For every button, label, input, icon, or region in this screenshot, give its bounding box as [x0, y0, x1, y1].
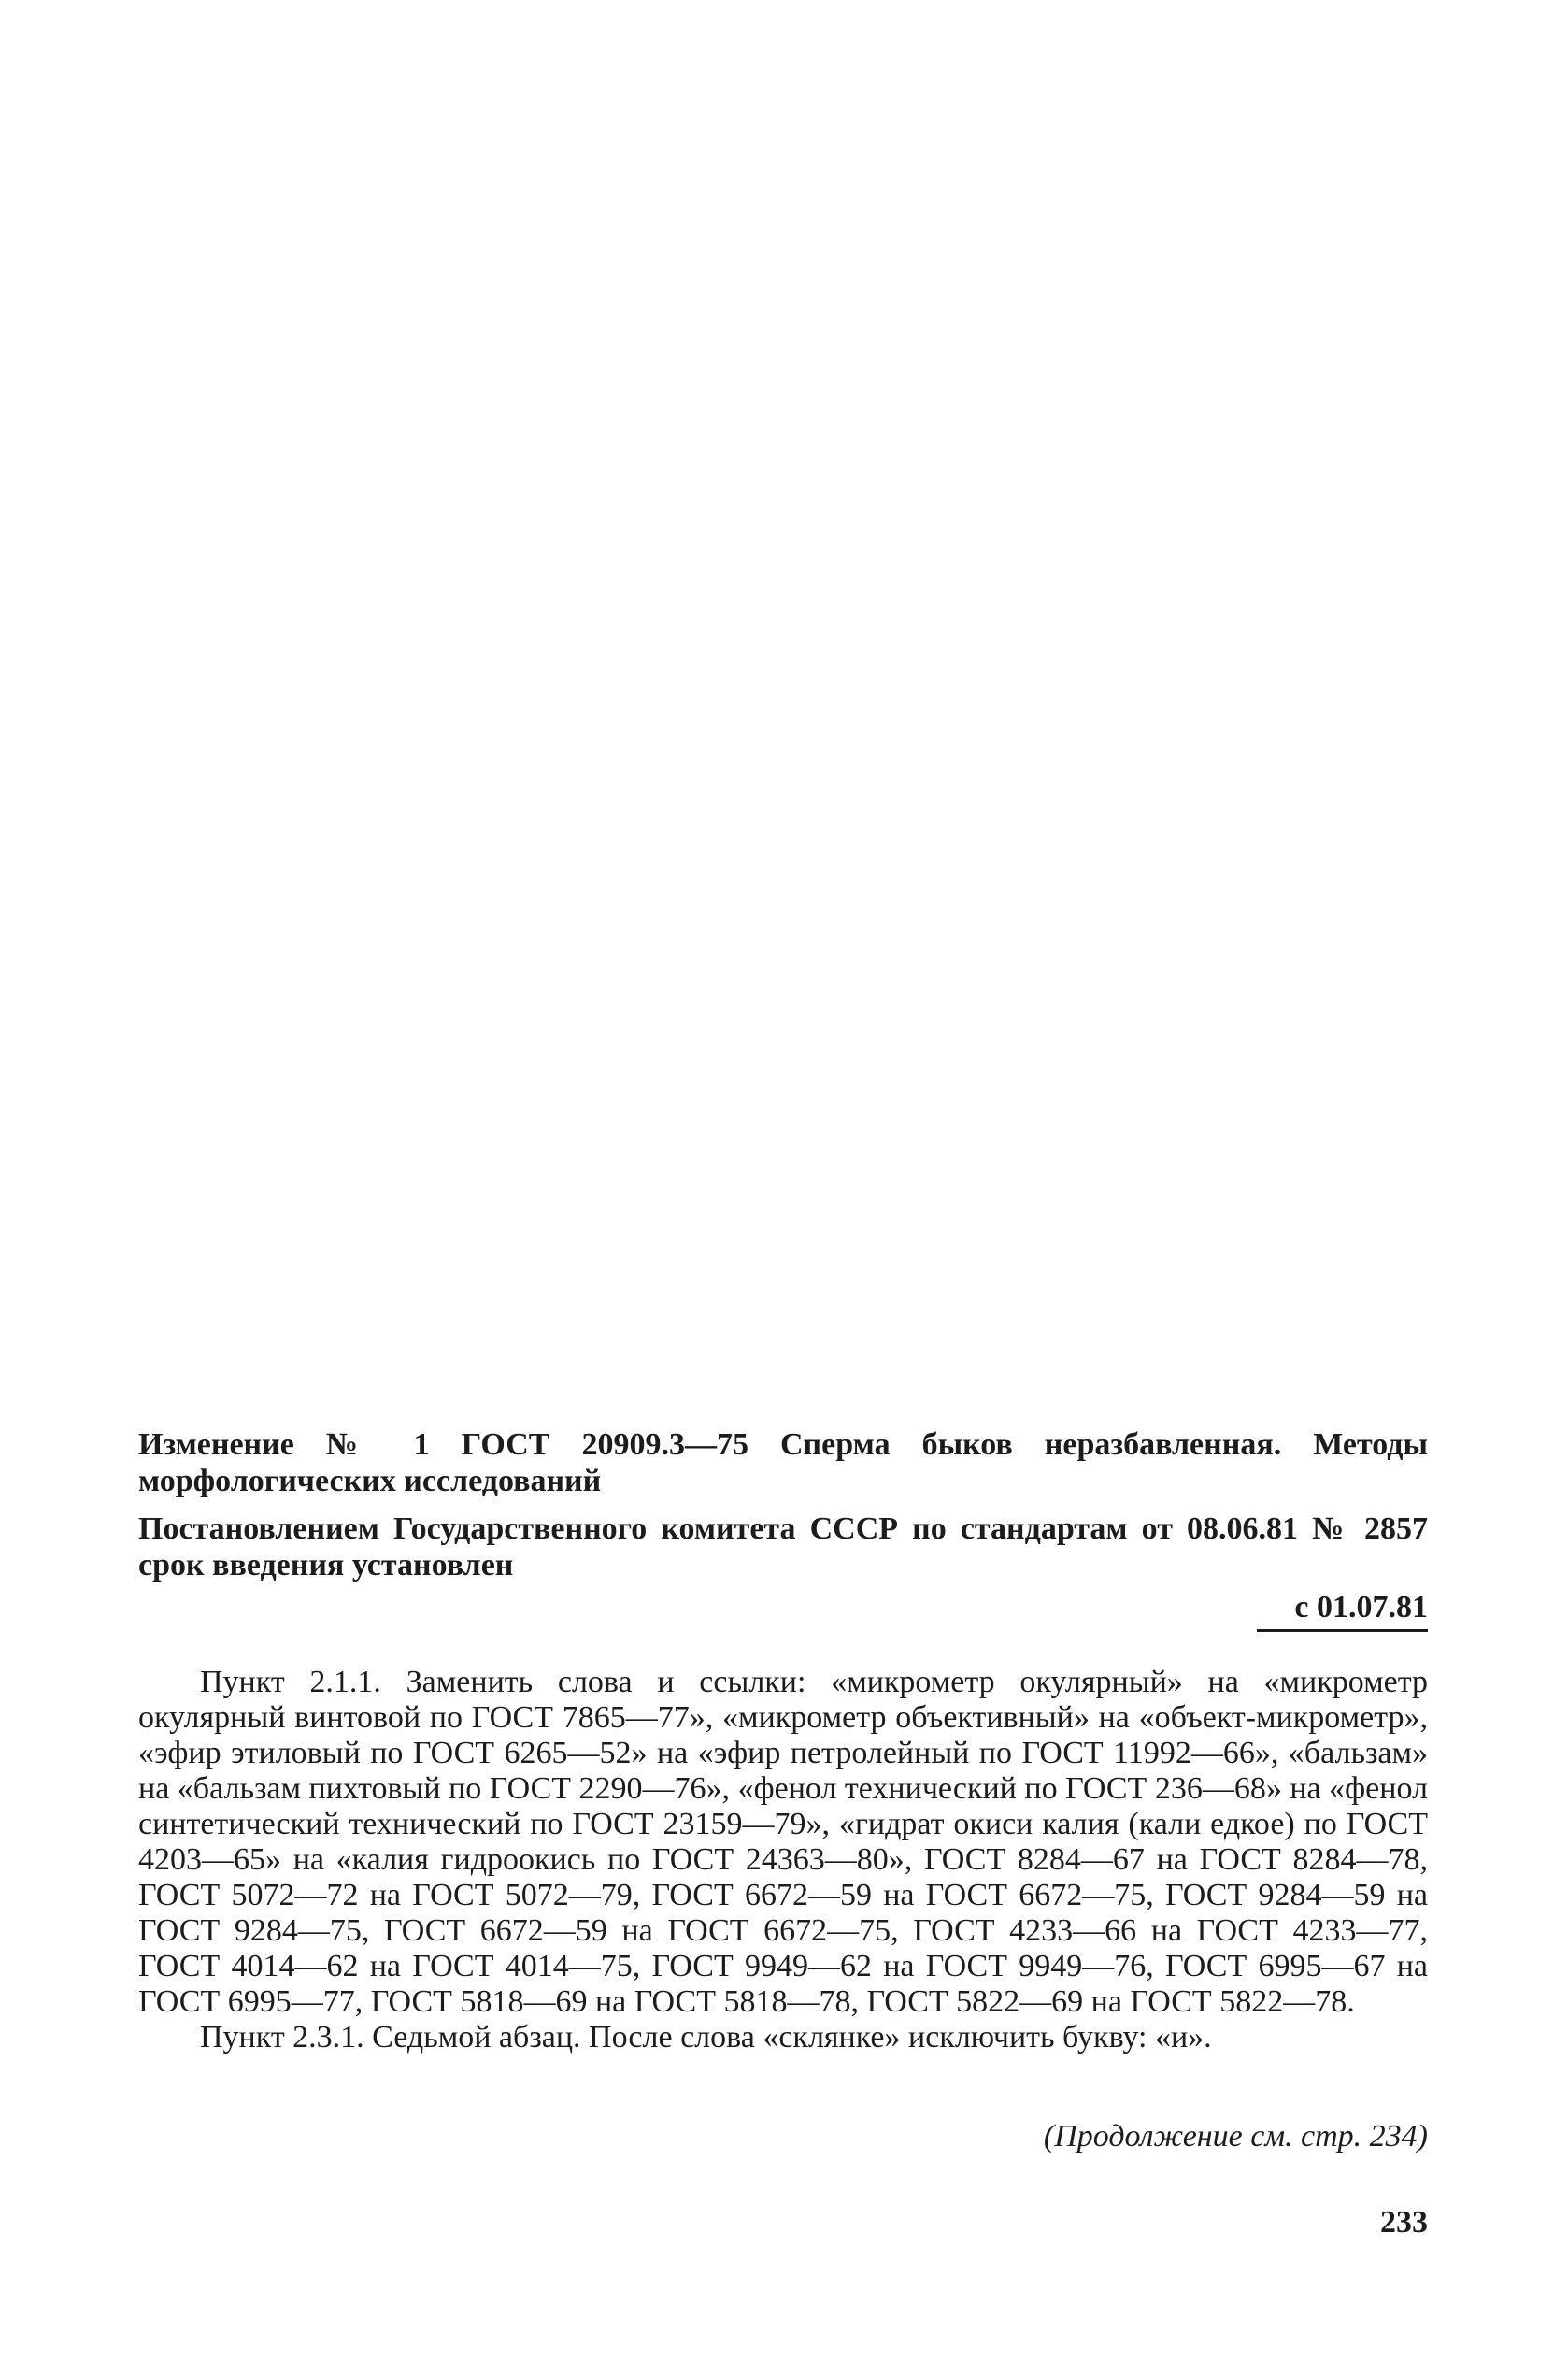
paragraph-2-3-1: Пункт 2.3.1. Седьмой абзац. После слова «склянке» исключить букву: «и».: [200, 2020, 1212, 2054]
amendment-body: [138, 1665, 1428, 2055]
paragraph-2-1-1: Пункт 2.1.1. Заменить слова и ссылки: «микрометр окулярный» на «микрометр окулярный винтовой по ГОСТ 7865—77», «микрометр объективный» на «объект-микрометр», «эфир этиловый по ГОСТ 6265—52» на «эфир петролейный по ГОСТ 11992—66», «бальзам» на «бальзам пихтовый по ГОСТ 2290—76», «фенол технический по ГОСТ 236—68» на «фенол синтетический технический по ГОСТ 23159—79», «гидрат окиси калия (кали едкое) по ГОСТ 4203—65» на «калия гидроокись по ГОСТ 24363—80», ГОСТ 8284—67 на ГОСТ 8284—78, ГОСТ 5072—72 на ГОСТ 5072—79, ГОСТ 6672—59 на ГОСТ 6672—75, ГОСТ 9284—59 на ГОСТ 9284—75, ГОСТ 6672—59 на ГОСТ 6672—75, ГОСТ 4233—66 на ГОСТ 4233—77, ГОСТ 4014—62 на ГОСТ 4014—75, ГОСТ 9949—62 на ГОСТ 9949—76, ГОСТ 6995—67 на ГОСТ 6995—77, ГОСТ 5818—69 на ГОСТ 5818—78, ГОСТ 5822—69 на ГОСТ 5822—78.: [138, 1665, 1428, 2019]
continuation-note: (Продолжение см. стр. 234): [1043, 2119, 1428, 2154]
document-heading: Изменение № 1 ГОСТ 20909.3—75 Сперма быков неразбавленная. Методы морфологических исследований: [138, 1427, 1428, 1498]
page-number: 233: [1380, 2205, 1428, 2240]
decree-text: Постановлением Государственного комитета СССР по стандартам от 08.06.81 № 2857 срок введения установлен: [138, 1511, 1428, 1582]
effective-date: с 01.07.81: [1257, 1589, 1428, 1632]
